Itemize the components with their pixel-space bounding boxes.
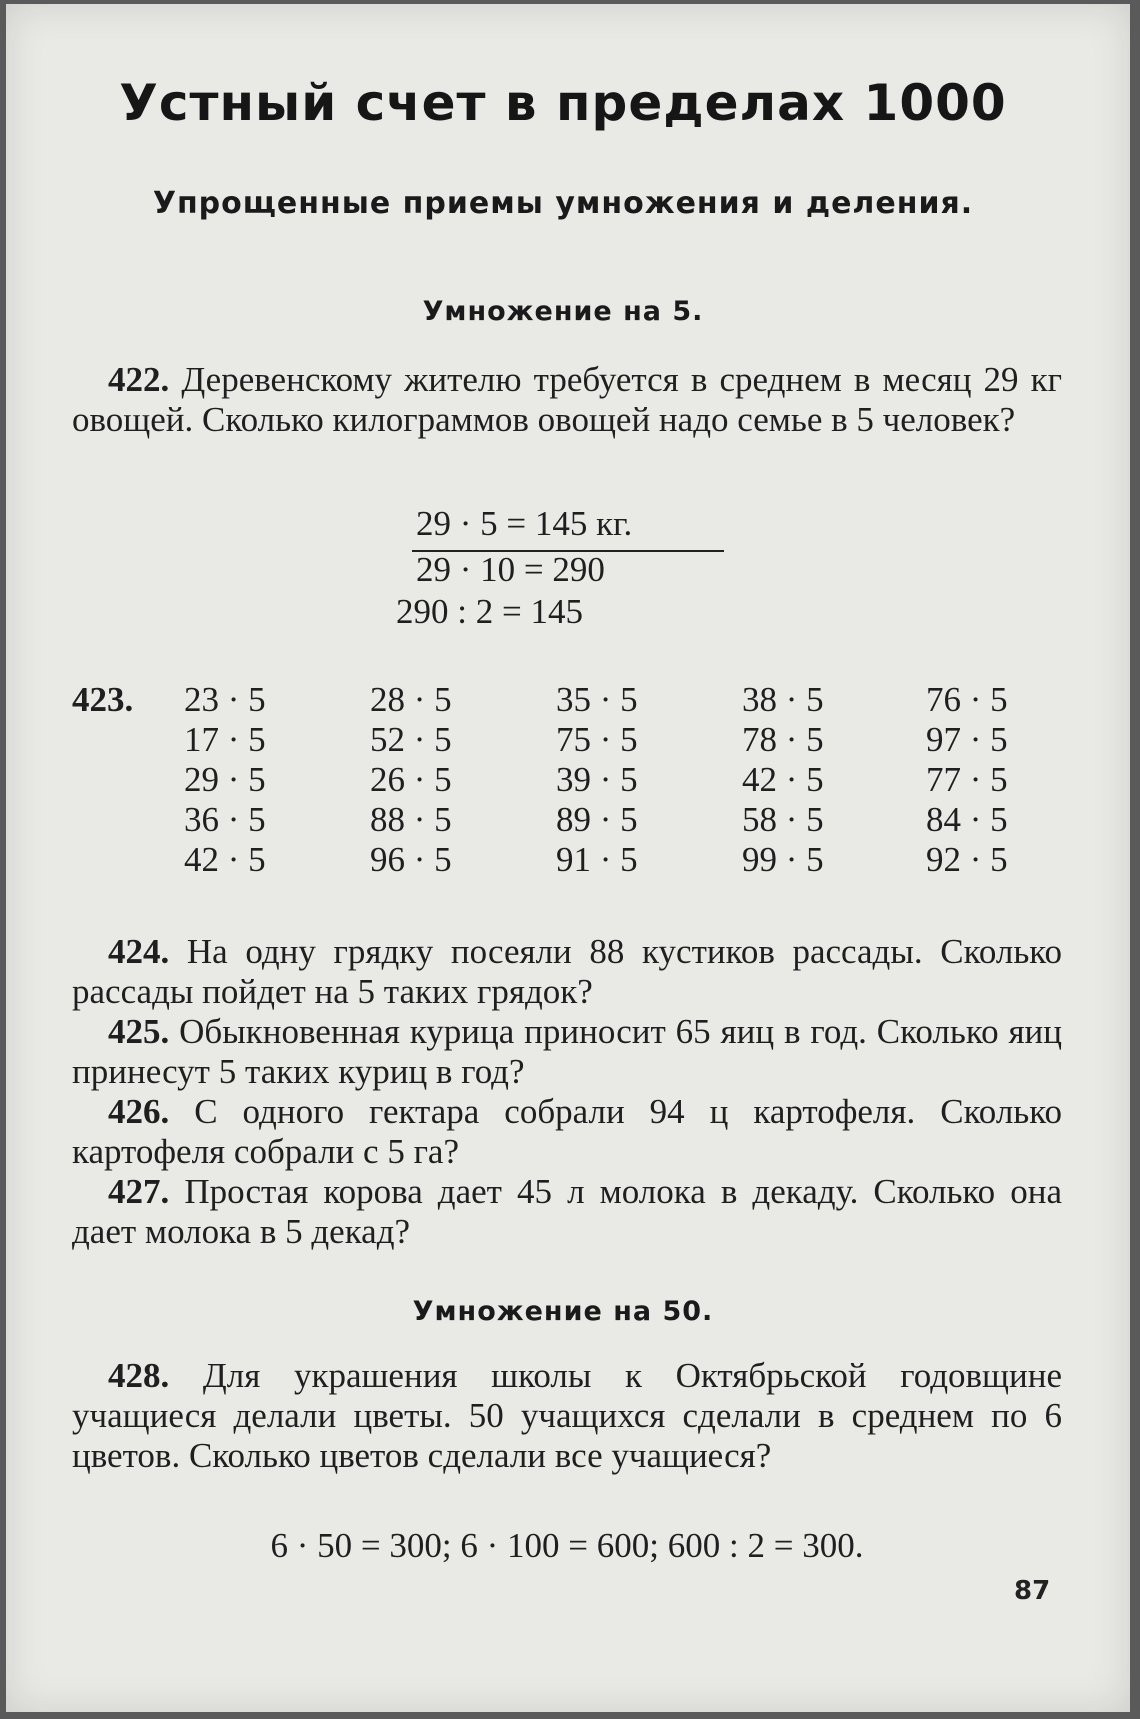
exercise-item: 29 · 5	[184, 760, 266, 799]
book-page	[6, 4, 1130, 1712]
section-heading-multiply-5: Умножение на 5.	[422, 296, 704, 327]
exercise-item: 75 · 5	[556, 720, 638, 759]
problem-426	[72, 1092, 1062, 1172]
exercise-item: 77 · 5	[926, 760, 1008, 799]
problem-text: Обыкновенная курица приносит 65 яиц в год. Сколько яиц принесут 5 таких куриц в год?	[72, 1012, 1063, 1091]
exercise-item: 89 · 5	[556, 800, 638, 839]
exercise-item: 42 · 5	[184, 840, 266, 879]
problem-422	[72, 360, 1062, 440]
exercise-item: 99 · 5	[742, 840, 824, 879]
exercise-column-1	[184, 680, 266, 880]
exercise-column-3	[556, 680, 638, 880]
exercise-item: 23 · 5	[184, 680, 266, 719]
problem-427	[72, 1172, 1062, 1252]
problem-text: С одного гектара собрали 94 ц картофеля. Сколько картофеля собрали с 5 га?	[72, 1092, 1062, 1171]
exercise-item: 38 · 5	[742, 680, 824, 719]
exercise-item: 35 · 5	[556, 680, 638, 719]
problem-number: 425.	[108, 1012, 170, 1051]
problem-424	[72, 932, 1062, 1012]
problem-number: 422.	[108, 360, 170, 399]
exercise-item: 76 · 5	[926, 680, 1008, 719]
problem-428	[72, 1356, 1062, 1476]
problem-425	[72, 1012, 1062, 1092]
problem-number: 427.	[108, 1172, 170, 1211]
exercise-item: 88 · 5	[370, 800, 452, 839]
problem-number: 424.	[108, 932, 170, 971]
exercise-item: 39 · 5	[556, 760, 638, 799]
exercise-column-5	[926, 680, 1008, 880]
exercise-column-2	[370, 680, 452, 880]
exercise-item: 42 · 5	[742, 760, 824, 799]
exercise-item: 36 · 5	[184, 800, 266, 839]
calc-422-line-2: 29 · 10 = 290	[416, 550, 605, 589]
problem-text: На одну грядку посеяли 88 кустиков рассады. Сколько рассады пойдет на 5 таких грядок?	[72, 932, 1063, 1011]
exercise-item: 28 · 5	[370, 680, 452, 719]
section-heading-multiply-50: Умножение на 50.	[412, 1296, 714, 1327]
exercise-item: 84 · 5	[926, 800, 1008, 839]
exercise-item: 78 · 5	[742, 720, 824, 759]
exercise-item: 92 · 5	[926, 840, 1008, 879]
problem-number: 426.	[108, 1092, 170, 1131]
exercise-item: 91 · 5	[556, 840, 638, 879]
exercise-item: 17 · 5	[184, 720, 266, 759]
exercise-item: 58 · 5	[742, 800, 824, 839]
problem-number: 428.	[108, 1356, 170, 1395]
calc-422-line-1: 29 · 5 = 145 кг.	[416, 504, 633, 543]
exercise-column-4	[742, 680, 824, 880]
problem-text: Деревенскому жителю требуется в среднем в месяц 29 кг овощей. Сколько килограммов овощей надо семье в 5 человек?	[72, 360, 1063, 439]
problem-423-number: 423.	[72, 680, 134, 719]
page-title: Устный счет в пределах 1000	[119, 74, 1007, 132]
problem-text: Для украшения школы к Октябрьской годовщине учащиеся делали цветы. 50 учащихся сделали в среднем по 6 цветов. Сколько цветов сделали все учащиеся?	[72, 1356, 1062, 1475]
exercise-item: 96 · 5	[370, 840, 452, 879]
page-number: 87	[1014, 1576, 1051, 1606]
calc-422-line-3: 290 : 2 = 145	[396, 592, 583, 631]
calc-428: 6 · 50 = 300; 6 · 100 = 600; 600 : 2 = 300.	[270, 1526, 864, 1565]
chapter-subtitle: Упрощенные приемы умножения и деления.	[152, 186, 974, 221]
exercise-item: 26 · 5	[370, 760, 452, 799]
exercise-item: 52 · 5	[370, 720, 452, 759]
exercise-item: 97 · 5	[926, 720, 1008, 759]
problem-text: Простая корова дает 45 л молока в декаду. Сколько она дает молока в 5 декад?	[72, 1172, 1062, 1251]
